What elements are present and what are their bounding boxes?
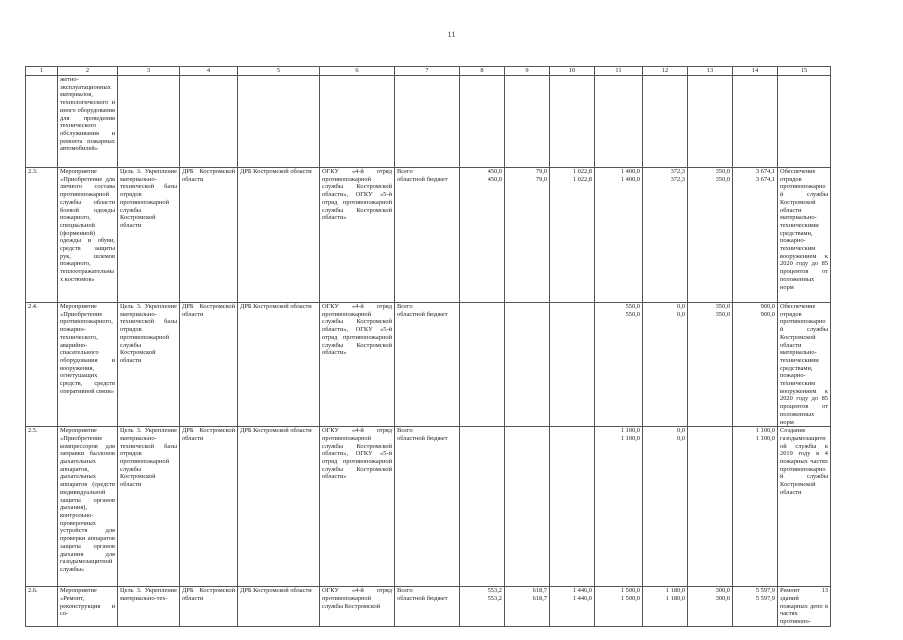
admin-cell: ДРБ Костромской области [180, 587, 238, 627]
participant-cell: ОГКУ «4-й отряд противопожарной службы Костромской области», ОГКУ «5-й отряд противопожарной службы Костромской области» [320, 168, 395, 303]
amount-v8-line: 553,2 [487, 587, 502, 595]
page-number: 11 [447, 30, 456, 39]
funding-source [395, 303, 460, 427]
amount-v8-line [462, 427, 502, 435]
amount-v10 [550, 303, 595, 427]
amount-v11 [595, 427, 643, 587]
amount-v11 [595, 168, 643, 303]
funding-source [395, 587, 460, 627]
executor-cell: ДРБ Костромской области [238, 168, 320, 303]
continuation-cell: жетно-эксплуатационных материалов, технологического и иного оборудования для проведения технического обслуживания и ремонта пожарных автомобилей» [58, 76, 118, 168]
amount-v9 [505, 168, 550, 303]
amount-v11 [595, 587, 643, 627]
activity-row [26, 303, 831, 427]
executor-cell: ДРБ Костромской области [238, 587, 320, 627]
row-number: 2.5. [26, 427, 58, 587]
funding-source [395, 168, 460, 303]
amount-v10 [550, 427, 595, 587]
activity-name: Мероприятие «Приобретение противопожарного, пожарно-технического, аварийно-спасательного оборудования и вооружения, огнетушащих средств, средств оперативной связи» [58, 303, 118, 427]
funding-source-line: Всего [397, 303, 413, 310]
activity-name: Мероприятие «Ремонт, реконструкция и со- [58, 587, 118, 627]
goal-cell: Цель 3. Укрепление материально-технической базы отрядов противопожарной службы Костромской области [118, 427, 180, 587]
amount-v10-line [552, 435, 592, 443]
row-number: 2.3. [26, 168, 58, 303]
amount-v11-line: 550,0 [625, 310, 640, 318]
admin-cell: ДРБ Костромской области [180, 303, 238, 427]
column-number-9: 9 [505, 67, 550, 76]
column-number-10: 10 [550, 67, 595, 76]
amount-v10 [550, 587, 595, 627]
amount-v12-line: 0,0 [677, 427, 685, 435]
column-number-2: 2 [58, 67, 118, 76]
amount-v13-line: 350,0 [715, 310, 730, 318]
column-number-12: 12 [643, 67, 688, 76]
amount-v14-line: 900,0 [760, 310, 775, 318]
amount-v12-line: 372,3 [670, 175, 685, 183]
amount-v10-line [552, 303, 592, 311]
amount-v14-line: 3 674,1 [755, 175, 775, 183]
column-number-13: 13 [688, 67, 733, 76]
amount-v13-line [690, 435, 730, 443]
amount-v11 [595, 303, 643, 427]
activity-row [26, 168, 831, 303]
amount-v14-line: 5 597,9 [755, 594, 775, 602]
column-number-11: 11 [595, 67, 643, 76]
amount-v10-line: 1 446,0 [572, 594, 592, 602]
column-number-4: 4 [180, 67, 238, 76]
amount-v14 [733, 168, 778, 303]
amount-v9-line: 79,0 [535, 168, 547, 175]
amount-v8-line: 553,2 [487, 594, 502, 602]
amount-v9 [505, 303, 550, 427]
activity-name: Мероприятие «Приобретение для личного состава противопожарной службы области боевой одежды пожарного, специальной (форменной) одежды и обуви, средств защиты рук, шлемов пожарного, теплоотражательных костюмов» [58, 168, 118, 303]
amount-v11-line: 1 400,0 [620, 175, 640, 183]
amount-v8 [460, 587, 505, 627]
amount-v8-line: 450,0 [487, 168, 502, 175]
amount-v13 [688, 427, 733, 587]
amount-v10-line [552, 427, 592, 435]
admin-cell: ДРБ Костромской области [180, 168, 238, 303]
amount-v12-line: 1 180,0 [665, 587, 685, 595]
amount-v8-line [462, 311, 502, 319]
amount-v10-line: 1 446,0 [572, 587, 592, 595]
column-number-6: 6 [320, 67, 395, 76]
amount-v11-line: 1 500,0 [620, 587, 640, 595]
activity-row [26, 587, 831, 627]
goal-cell: Цель 3. Укрепление материально-тех- [118, 587, 180, 627]
amount-v10-line: 1 022,8 [572, 168, 592, 175]
amount-v9-line [507, 311, 547, 319]
funding-source-line: областной бюджет [397, 594, 448, 602]
amount-v8-line: 450,0 [487, 175, 502, 183]
amount-v11-line: 550,0 [625, 303, 640, 310]
amount-v12-line: 1 180,0 [665, 594, 685, 602]
amount-v11-line: 1 100,0 [620, 434, 640, 442]
funding-source-line: областной бюджет [397, 434, 448, 442]
amount-v8 [460, 168, 505, 303]
amount-v9 [505, 587, 550, 627]
goal-cell: Цель 3. Укрепление материально-технической базы отрядов противопожарной службы Костромской области [118, 303, 180, 427]
amount-v8-line [462, 303, 502, 311]
amount-v11-line: 1 500,0 [620, 594, 640, 602]
row-number: 2.6. [26, 587, 58, 627]
participant-cell: ОГКУ «4-й отряд противопожарной службы Костромской области», ОГКУ «5-й отряд противопожарной службы Костромской области» [320, 303, 395, 427]
amount-v9-line: 618,7 [532, 587, 547, 595]
amount-v13-line: 350,0 [715, 303, 730, 310]
amount-v9-line [507, 427, 547, 435]
column-number-7: 7 [395, 67, 460, 76]
amount-v8 [460, 303, 505, 427]
amount-v13-line: 300,0 [715, 594, 730, 602]
amount-v9 [505, 427, 550, 587]
continuation-row [26, 76, 831, 168]
funding-source-line: Всего [397, 427, 413, 435]
expected-result: Ремонт 13 зданий пожарных депо в частях противопо- [778, 587, 831, 627]
admin-cell: ДРБ Костромской области [180, 427, 238, 587]
amount-v10-line [552, 311, 592, 319]
column-number-8: 8 [460, 67, 505, 76]
amount-v13 [688, 303, 733, 427]
row-number: 2.4. [26, 303, 58, 427]
amount-v11-line: 1 100,0 [620, 427, 640, 435]
amount-v12 [643, 427, 688, 587]
column-number-1: 1 [26, 67, 58, 76]
participant-cell: ОГКУ «4-й отряд противопожарной службы Костромской [320, 587, 395, 627]
amount-v12 [643, 587, 688, 627]
amount-v13 [688, 587, 733, 627]
column-number-row [26, 67, 831, 76]
column-number-5: 5 [238, 67, 320, 76]
amount-v12-line: 0,0 [677, 434, 685, 442]
amount-v13-line [690, 427, 730, 435]
amount-v9-line: 79,0 [535, 175, 547, 183]
amount-v9-line [507, 435, 547, 443]
expected-result: Обеспечение отрядов противопожарной службы Костромской области материально-техническими средствами, пожарно-техническим вооружением к 2020 году до 85 процентов от положенных норм [778, 168, 831, 303]
amount-v14-line: 900,0 [760, 303, 775, 310]
amount-v13-line: 300,0 [715, 587, 730, 595]
amount-v13-line: 350,0 [715, 175, 730, 183]
goal-cell: Цель 3. Укрепление материально-технической базы отрядов противопожарной службы Костромской области [118, 168, 180, 303]
amount-v10-line: 1 022,8 [572, 175, 592, 183]
amount-v14-line: 1 100,0 [755, 434, 775, 442]
amount-v12-line: 0,0 [677, 303, 685, 310]
funding-source-line: областной бюджет [397, 175, 448, 183]
expected-result: Обеспечение отрядов противопожарной службы Костромской области материально-техническими средствами, пожарно-техническим вооружением к 2020 году до 85 процентов от положенных норм [778, 303, 831, 427]
executor-cell: ДРБ Костромской области [238, 427, 320, 587]
amount-v8-line [462, 435, 502, 443]
funding-source-line: областной бюджет [397, 310, 448, 318]
amount-v14-line: 3 674,1 [755, 168, 775, 175]
activity-name: Мероприятие «Приобретение компрессоров для заправки баллонов дыхательных аппаратов, дыхательных аппаратов (средств индивидуальной защиты органов дыхания), контрольно-проверочных устройств для проверки аппаратов защиты органов дыхания для газодымозащитной службы» [58, 427, 118, 587]
column-number-14: 14 [733, 67, 778, 76]
amount-v9-line [507, 303, 547, 311]
amount-v9-line: 618,7 [532, 594, 547, 602]
funding-source-line: Всего [397, 587, 413, 595]
executor-cell: ДРБ Костромской области [238, 303, 320, 427]
amount-v8 [460, 427, 505, 587]
amount-v14 [733, 427, 778, 587]
amount-v13 [688, 168, 733, 303]
amount-v14-line: 1 100,0 [755, 427, 775, 435]
column-number-3: 3 [118, 67, 180, 76]
program-activities-table [25, 66, 831, 627]
amount-v12 [643, 168, 688, 303]
column-number-15: 15 [778, 67, 831, 76]
funding-source-line: Всего [397, 168, 413, 175]
amount-v11-line: 1 400,0 [620, 168, 640, 175]
participant-cell: ОГКУ «4-й отряд противопожарной службы Костромской области», ОГКУ «5-й отряд противопожарной службы Костромской области» [320, 427, 395, 587]
amount-v12 [643, 303, 688, 427]
amount-v12-line: 372,3 [670, 168, 685, 175]
expected-result: Создание газодымозащитной службы к 2019 году в 4 пожарных частях противопожарной службы Костромской области [778, 427, 831, 587]
amount-v13-line: 350,0 [715, 168, 730, 175]
amount-v10 [550, 168, 595, 303]
amount-v14-line: 5 597,9 [755, 587, 775, 595]
amount-v12-line: 0,0 [677, 310, 685, 318]
funding-source [395, 427, 460, 587]
amount-v14 [733, 303, 778, 427]
amount-v14 [733, 587, 778, 627]
activity-row [26, 427, 831, 587]
